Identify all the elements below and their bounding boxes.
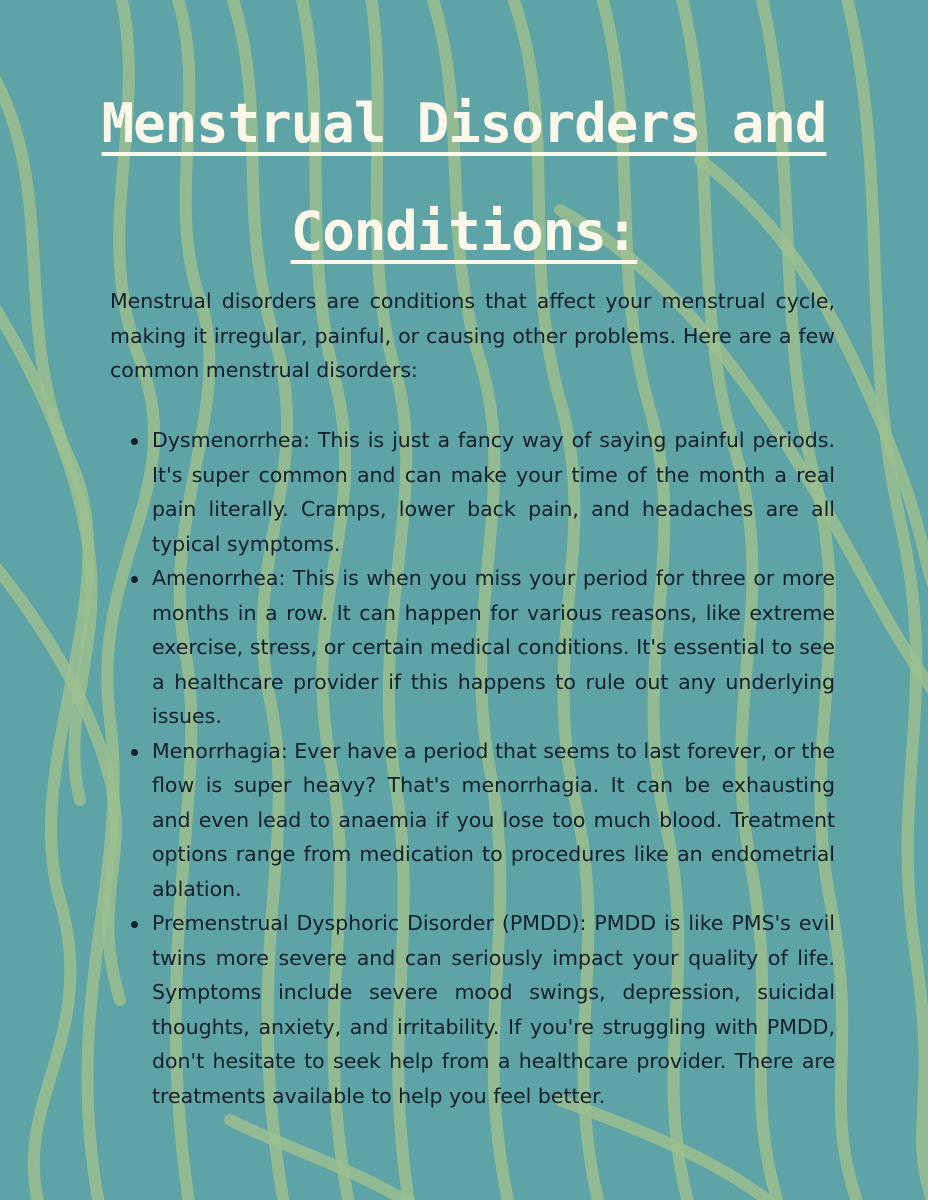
list-item xyxy=(152,906,835,1113)
bullet-icon xyxy=(131,576,138,583)
bullet-icon xyxy=(131,438,138,445)
title-line-2: Conditions: xyxy=(290,200,638,263)
list-item xyxy=(152,423,835,561)
bullet-icon xyxy=(131,749,138,756)
list-item-text: Amenorrhea: This is when you miss your period for three or more months in a row. It can happen for various reasons, like extreme exercise, stress, or certain medical conditions. It's essential to see a healthcare provider if this happens to rule out any underlying issues. xyxy=(152,566,835,728)
bullet-icon xyxy=(131,921,138,928)
list-item-text: Premenstrual Dysphoric Disorder (PMDD): PMDD is like PMS's evil twins more severe and can seriously impact your quality of life. Symptoms include severe mood swings, depression, suicidal thoughts, anxiety, and irritability. If you're struggling with PMDD, don't hesitate to seek help from a healthcare provider. There are treatments available to help you feel better. xyxy=(152,911,835,1108)
list-item xyxy=(152,561,835,734)
page-title xyxy=(60,70,868,286)
title-line-1: Menstrual Disorders and xyxy=(101,92,827,155)
disorder-list xyxy=(152,423,835,1113)
intro-paragraph: Menstrual disorders are conditions that affect your menstrual cycle, making it irregular, painful, or causing other problems. Here are a few common menstrual disorders: xyxy=(110,289,835,382)
list-item-text: Dysmenorrhea: This is just a fancy way of saying painful periods. It's super common and can make your time of the month a real pain literally. Cramps, lower back pain, and headaches are all typical symptoms. xyxy=(152,428,835,556)
list-item xyxy=(152,734,835,907)
list-item-text: Menorrhagia: Ever have a period that seems to last forever, or the flow is super heavy? That's menorrhagia. It can be exhausting and even lead to anaemia if you lose too much blood. Treatment options range from medication to procedures like an endometrial ablation. xyxy=(152,738,835,901)
